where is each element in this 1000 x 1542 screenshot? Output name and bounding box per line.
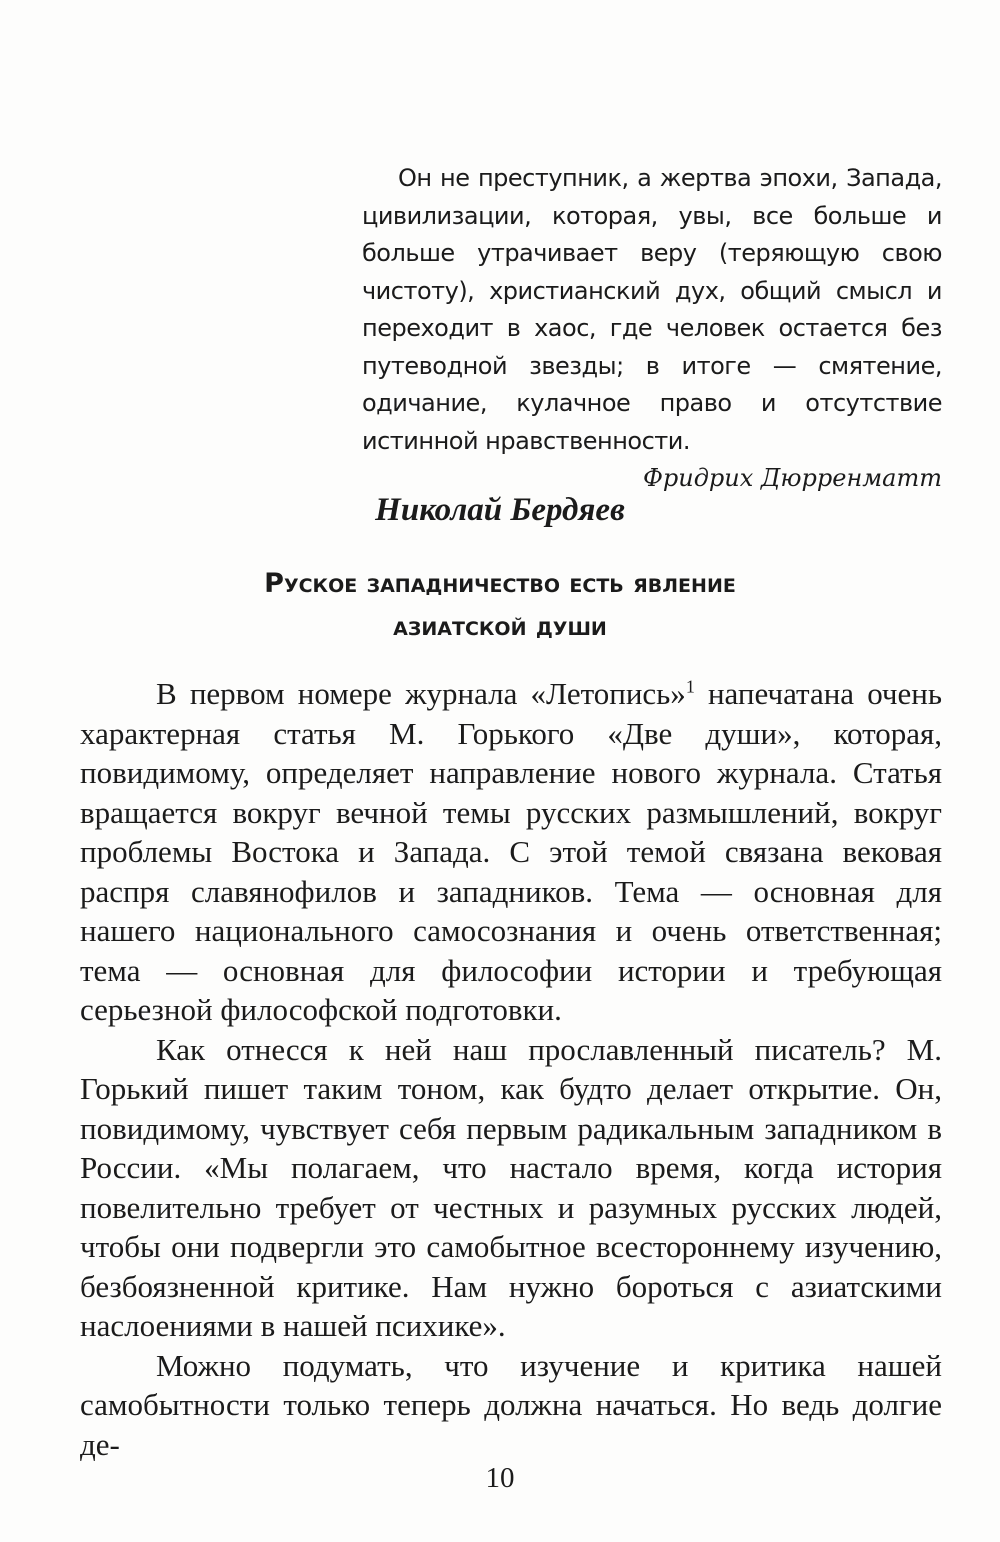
article-title	[0, 562, 1000, 648]
page-number: 10	[485, 1462, 515, 1494]
body-paragraph-1	[80, 674, 942, 1030]
paragraph-text: напечатана очень характерная статья М. Горького «Две души», которая, повидимому, определяет направление нового журнала. Статья вращается вокруг вечной темы русских размышлений, вокруг проблемы Востока и Запада. С этой темой связана вековая распря славянофилов и западников. Тема — основная для нашего национального самосознания и очень ответственная; тема — основная для философии истории и требующая серьезной философской подготовки.	[80, 676, 943, 1027]
body-paragraph-3: Можно подумать, что изучение и критика нашей самобытности только теперь должна начаться. Но ведь долгие де-	[80, 1347, 942, 1462]
epigraph-attribution: Фридрих Дюрренматт	[642, 464, 942, 492]
article-title-line-1: Руское западничество есть явление	[264, 568, 736, 599]
article-title-line-2: азиатской души	[393, 611, 607, 642]
footnote-marker: 1	[685, 676, 695, 697]
article-author: Николай Бердяев	[375, 492, 625, 528]
epigraph-text: Он не преступник, а жертва эпохи, Запада, цивилизации, которая, увы, все больше и больше утрачивает веру (теряющую свою чистоту), христианский дух, общий смысл и переходит в хаос, где человек остается без путеводной звезды; в итоге — смятение, одичание, кулачное право и отсутствие истинной нравственности.	[362, 164, 942, 455]
body-paragraph-2: Как отнесся к ней наш прославленный писатель? М. Горький пишет таким тоном, как будто делает открытие. Он, повидимому, чувствует себя первым радикальным западником в России. «Мы полагаем, что настало время, когда история повелительно требует от честных и разумных русских людей, чтобы они подвергли это самобытное всестороннему изучению, безбоязненной критике. Нам нужно бороться с азиатскими наслоениями в нашей психике».	[80, 1031, 942, 1343]
epigraph	[362, 160, 942, 498]
paragraph-text: В первом номере журнала «Летопись»	[156, 676, 686, 711]
article-body	[80, 674, 942, 1464]
